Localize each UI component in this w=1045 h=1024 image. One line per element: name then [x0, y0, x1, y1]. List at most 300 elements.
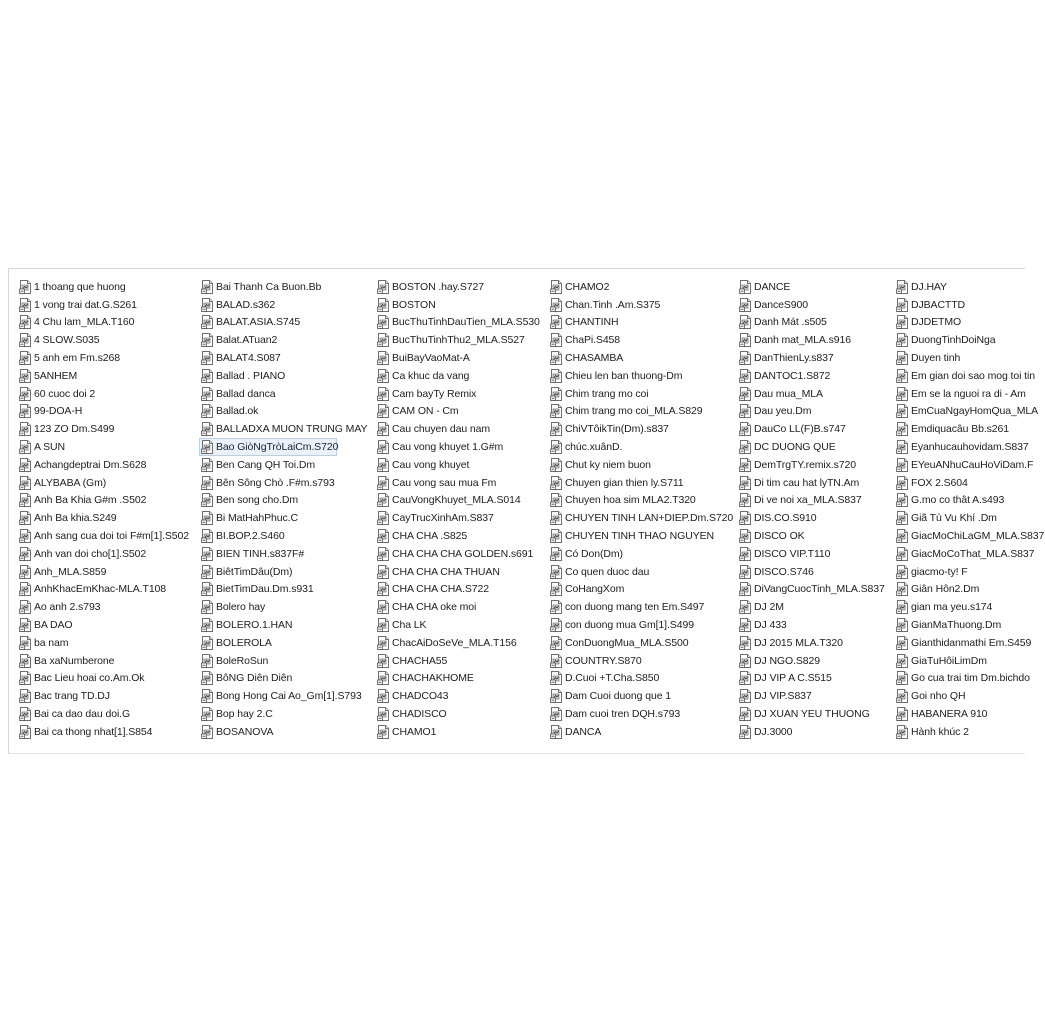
file-item[interactable]	[737, 723, 886, 741]
document-file-icon	[550, 725, 563, 739]
document-file-icon	[201, 440, 214, 454]
file-item[interactable]	[737, 349, 886, 367]
file-item[interactable]	[737, 296, 886, 314]
file-name-label: BOSTON .hay.S727	[392, 280, 484, 293]
file-name-label: CHAMO2	[565, 280, 610, 293]
document-file-icon	[739, 333, 752, 347]
file-item[interactable]	[199, 563, 368, 581]
file-name-label: Anh van doi cho[1].S502	[34, 547, 147, 560]
file-item[interactable]	[894, 670, 1045, 688]
file-name-label: gian ma yeu.s174	[911, 601, 993, 614]
document-file-icon	[896, 725, 909, 739]
file-name-label: chúc.xuânD.	[565, 441, 623, 454]
file-item[interactable]	[199, 581, 368, 599]
file-item[interactable]	[548, 634, 734, 652]
file-item[interactable]	[548, 385, 734, 403]
document-file-icon	[201, 493, 214, 507]
file-name-label: Dau mua_MLA	[754, 387, 823, 400]
file-name-label: DJ 2M	[754, 601, 784, 614]
document-file-icon	[201, 529, 214, 543]
file-item[interactable]	[375, 509, 541, 527]
file-item[interactable]	[375, 581, 541, 599]
document-file-icon	[896, 529, 909, 543]
file-name-label: CAM ON - Cm	[392, 405, 459, 418]
file-item[interactable]	[375, 563, 541, 581]
file-item[interactable]	[737, 492, 886, 510]
file-name-label: 4 SLOW.S035	[34, 334, 100, 347]
file-name-label: CHANTINH	[565, 316, 619, 329]
document-file-icon	[201, 315, 214, 329]
document-file-icon	[19, 671, 32, 685]
document-file-icon	[377, 493, 390, 507]
file-name-label: ConDuongMua_MLA.S500	[565, 636, 689, 649]
file-name-label: EmCuaNgayHomQua_MLA	[911, 405, 1039, 418]
file-name-label: Ballad . PIANO	[216, 369, 286, 382]
file-item[interactable]	[548, 527, 734, 545]
file-name-label: Bac Lieu hoai co.Am.Ok	[34, 672, 145, 685]
document-file-icon	[377, 369, 390, 383]
file-item[interactable]	[375, 687, 541, 705]
file-item[interactable]	[548, 545, 734, 563]
file-item[interactable]	[548, 278, 734, 296]
file-item[interactable]	[375, 456, 541, 474]
file-item[interactable]	[199, 545, 368, 563]
document-file-icon	[739, 440, 752, 454]
file-name-label: DJ 2015 MLA.T320	[754, 636, 843, 649]
file-name-label: Dam cuoi tren DQH.s793	[565, 708, 681, 721]
file-item[interactable]	[17, 652, 190, 670]
file-name-label: BA DAO	[34, 619, 73, 632]
file-item[interactable]	[894, 509, 1045, 527]
file-list-panel[interactable]	[8, 268, 1045, 754]
document-file-icon	[201, 404, 214, 418]
document-file-icon	[550, 280, 563, 294]
document-file-icon	[19, 369, 32, 383]
file-name-label: BOLEROLA	[216, 636, 272, 649]
file-name-label: Duyen tinh	[911, 352, 961, 365]
file-item[interactable]	[17, 581, 190, 599]
file-name-label: CHA CHA CHA THUAN	[392, 565, 500, 578]
file-item[interactable]	[737, 509, 886, 527]
file-item[interactable]	[199, 634, 368, 652]
file-name-label: ba nam	[34, 636, 69, 649]
file-item[interactable]	[894, 705, 1045, 723]
file-item[interactable]	[737, 438, 886, 456]
file-item[interactable]	[548, 367, 734, 385]
file-name-label: DiVangCuocTinh_MLA.S837	[754, 583, 885, 596]
file-name-label: Cau chuyen dau nam	[392, 423, 491, 436]
file-item[interactable]	[548, 652, 734, 670]
file-name-label: BOSANOVA	[216, 725, 274, 738]
document-file-icon	[739, 422, 752, 436]
file-item[interactable]	[548, 314, 734, 332]
file-item[interactable]	[894, 403, 1045, 421]
file-item[interactable]	[737, 705, 886, 723]
file-item[interactable]	[894, 367, 1045, 385]
file-item[interactable]	[548, 349, 734, 367]
document-file-icon	[19, 654, 32, 668]
document-file-icon	[739, 600, 752, 614]
file-item[interactable]	[548, 670, 734, 688]
file-item[interactable]	[737, 420, 886, 438]
file-item[interactable]	[737, 581, 886, 599]
file-name-label: CHADCO43	[392, 690, 449, 703]
document-file-icon	[896, 618, 909, 632]
file-item[interactable]	[737, 331, 886, 349]
file-item[interactable]	[17, 420, 190, 438]
file-item[interactable]	[548, 687, 734, 705]
file-item[interactable]	[548, 563, 734, 581]
file-item[interactable]	[17, 474, 190, 492]
file-item[interactable]	[199, 492, 368, 510]
document-file-icon	[739, 547, 752, 561]
file-item[interactable]	[375, 545, 541, 563]
file-item[interactable]	[737, 563, 886, 581]
file-item[interactable]	[17, 331, 190, 349]
file-item[interactable]	[894, 598, 1045, 616]
file-column-2	[199, 278, 368, 741]
file-item[interactable]	[894, 545, 1045, 563]
file-item[interactable]	[375, 385, 541, 403]
file-item[interactable]	[894, 296, 1045, 314]
file-item[interactable]	[894, 492, 1045, 510]
file-item[interactable]	[375, 492, 541, 510]
document-file-icon	[377, 547, 390, 561]
file-item[interactable]	[548, 492, 734, 510]
file-item[interactable]	[17, 456, 190, 474]
file-item[interactable]	[375, 420, 541, 438]
file-item[interactable]	[737, 403, 886, 421]
document-file-icon	[201, 565, 214, 579]
file-item[interactable]	[375, 705, 541, 723]
document-file-icon	[550, 671, 563, 685]
document-file-icon	[377, 511, 390, 525]
file-item[interactable]	[737, 385, 886, 403]
file-name-label: 5ANHEM	[34, 369, 78, 382]
file-item[interactable]	[737, 670, 886, 688]
file-item[interactable]	[548, 616, 734, 634]
document-file-icon	[19, 333, 32, 347]
file-item[interactable]	[375, 634, 541, 652]
file-item[interactable]	[17, 403, 190, 421]
file-item[interactable]	[17, 438, 190, 456]
file-item[interactable]	[737, 545, 886, 563]
file-name-label: BucThuTinhThu2_MLA.S527	[392, 334, 525, 347]
file-name-label: CHA CHA CHA.S722	[392, 583, 490, 596]
file-item[interactable]	[548, 296, 734, 314]
file-item[interactable]	[17, 687, 190, 705]
document-file-icon	[377, 476, 390, 490]
document-file-icon	[550, 369, 563, 383]
document-file-icon	[19, 476, 32, 490]
document-file-icon	[739, 351, 752, 365]
file-item[interactable]	[17, 509, 190, 527]
document-file-icon	[377, 529, 390, 543]
file-item[interactable]	[894, 420, 1045, 438]
file-item[interactable]	[199, 314, 368, 332]
document-file-icon	[201, 707, 214, 721]
file-item[interactable]	[894, 278, 1045, 296]
file-item[interactable]	[17, 278, 190, 296]
file-name-label: CHA CHA oke moi	[392, 601, 477, 614]
document-file-icon	[896, 476, 909, 490]
file-name-label: Achangdeptrai Dm.S628	[34, 458, 147, 471]
file-name-label: CHADISCO	[392, 708, 447, 721]
file-name-label: Di tim cau hat lyTN.Am	[754, 476, 860, 489]
file-item[interactable]	[375, 670, 541, 688]
file-name-label: BuiBayVaoMat-A	[392, 352, 470, 365]
file-item[interactable]	[737, 527, 886, 545]
file-name-label: Bac trang TD.DJ	[34, 690, 110, 703]
file-item[interactable]	[199, 349, 368, 367]
file-name-label: D.Cuoi +T.Cha.S850	[565, 672, 660, 685]
file-name-label: Có Don(Dm)	[565, 547, 623, 560]
file-name-label: Cha LK	[392, 619, 427, 632]
file-item[interactable]	[375, 367, 541, 385]
file-name-label: Ballad danca	[216, 387, 276, 400]
file-name-label: CHAMO1	[392, 725, 437, 738]
file-item[interactable]	[199, 598, 368, 616]
file-name-label: Bai ca dao dau doi.G	[34, 708, 131, 721]
file-item[interactable]	[375, 652, 541, 670]
file-name-label: DISCO VIP.T110	[754, 547, 831, 560]
file-item[interactable]	[199, 670, 368, 688]
document-file-icon	[896, 582, 909, 596]
file-item[interactable]	[199, 296, 368, 314]
file-item[interactable]	[199, 616, 368, 634]
file-item[interactable]	[17, 527, 190, 545]
document-file-icon	[377, 333, 390, 347]
file-item[interactable]	[737, 456, 886, 474]
file-item[interactable]	[199, 705, 368, 723]
file-item[interactable]	[894, 331, 1045, 349]
file-item[interactable]	[199, 331, 368, 349]
file-name-label: DANCE	[754, 280, 791, 293]
document-file-icon	[896, 654, 909, 668]
file-item[interactable]	[894, 438, 1045, 456]
file-name-label: BALLADXA MUON TRUNG MAY	[216, 423, 368, 436]
document-file-icon	[19, 582, 32, 596]
file-item[interactable]	[375, 474, 541, 492]
file-name-label: CHACHA55	[392, 654, 448, 667]
document-file-icon	[739, 369, 752, 383]
file-item[interactable]	[375, 598, 541, 616]
file-item[interactable]	[737, 687, 886, 705]
document-file-icon	[377, 440, 390, 454]
file-name-label: CHUYEN TINH THAO NGUYEN	[565, 530, 714, 543]
file-item[interactable]	[17, 367, 190, 385]
file-item[interactable]	[199, 367, 368, 385]
file-item[interactable]	[17, 723, 190, 741]
file-item[interactable]	[737, 314, 886, 332]
file-item[interactable]	[737, 278, 886, 296]
file-name-label: DC DUONG QUE	[754, 441, 836, 454]
document-file-icon	[19, 351, 32, 365]
file-item[interactable]	[199, 509, 368, 527]
file-item[interactable]	[548, 723, 734, 741]
file-item[interactable]	[894, 527, 1045, 545]
document-file-icon	[739, 458, 752, 472]
file-item[interactable]	[17, 634, 190, 652]
file-name-label: CHA CHA CHA GOLDEN.s691	[392, 547, 534, 560]
file-item[interactable]	[199, 474, 368, 492]
file-item[interactable]	[17, 598, 190, 616]
file-item[interactable]	[375, 403, 541, 421]
file-item[interactable]	[375, 438, 541, 456]
document-file-icon	[19, 565, 32, 579]
file-item[interactable]	[894, 652, 1045, 670]
file-name-label: ChacAiDoSeVe_MLA.T156	[392, 636, 517, 649]
file-item[interactable]	[375, 296, 541, 314]
file-item[interactable]	[17, 492, 190, 510]
document-file-icon	[896, 689, 909, 703]
document-file-icon	[19, 493, 32, 507]
file-item[interactable]	[548, 705, 734, 723]
file-name-label: BIEN TINH.s837F#	[216, 547, 305, 560]
file-item[interactable]	[548, 438, 734, 456]
file-item[interactable]	[894, 616, 1045, 634]
file-item[interactable]	[17, 563, 190, 581]
file-name-label: A SUN	[34, 441, 66, 454]
file-name-label: ChiVTôikTin(Dm).s837	[565, 423, 669, 436]
file-item[interactable]	[199, 456, 368, 474]
file-name-label: Eyanhucauhovidam.S837	[911, 441, 1029, 454]
file-name-label: Chieu len ban thuong-Dm	[565, 369, 683, 382]
file-item[interactable]	[17, 705, 190, 723]
document-file-icon	[19, 298, 32, 312]
file-name-label: GiacMoCoThat_MLA.S837	[911, 547, 1035, 560]
document-file-icon	[201, 725, 214, 739]
document-file-icon	[550, 440, 563, 454]
document-file-icon	[377, 298, 390, 312]
file-item[interactable]	[894, 723, 1045, 741]
file-item[interactable]	[17, 296, 190, 314]
file-item[interactable]	[894, 314, 1045, 332]
file-item[interactable]	[894, 687, 1045, 705]
file-item[interactable]	[17, 545, 190, 563]
document-file-icon	[739, 689, 752, 703]
file-item[interactable]	[548, 509, 734, 527]
file-name-label: DJBACTTD	[911, 298, 966, 311]
file-name-label: BôNG Diên Diên	[216, 672, 293, 685]
file-name-label: Bai Thanh Ca Buon.Bb	[216, 280, 322, 293]
file-item[interactable]	[199, 652, 368, 670]
file-item[interactable]	[737, 367, 886, 385]
file-name-label: Ao anh 2.s793	[34, 601, 101, 614]
document-file-icon	[550, 707, 563, 721]
file-name-label: BALAD.s362	[216, 298, 276, 311]
file-item[interactable]	[375, 314, 541, 332]
document-file-icon	[550, 493, 563, 507]
file-name-label: DJ NGO.S829	[754, 654, 821, 667]
file-item[interactable]	[548, 403, 734, 421]
document-file-icon	[739, 565, 752, 579]
file-item[interactable]	[375, 527, 541, 545]
document-file-icon	[19, 618, 32, 632]
file-item[interactable]	[737, 652, 886, 670]
file-name-label: Ca khuc da vang	[392, 369, 470, 382]
file-item[interactable]	[375, 616, 541, 634]
file-name-label: Chim trang mo coi	[565, 387, 649, 400]
file-name-label: DauCo LL(F)B.s747	[754, 423, 846, 436]
file-item[interactable]	[199, 723, 368, 741]
file-item[interactable]	[894, 563, 1045, 581]
file-name-label: Goi nho QH	[911, 690, 966, 703]
file-item[interactable]	[375, 723, 541, 741]
file-item[interactable]	[894, 474, 1045, 492]
file-column-3	[375, 278, 541, 741]
file-item[interactable]	[548, 420, 734, 438]
document-file-icon	[739, 387, 752, 401]
document-file-icon	[896, 440, 909, 454]
file-item[interactable]	[737, 634, 886, 652]
file-item[interactable]	[894, 385, 1045, 403]
file-item[interactable]	[548, 456, 734, 474]
file-name-label: HABANERA 910	[911, 708, 988, 721]
document-file-icon	[19, 725, 32, 739]
file-item[interactable]	[199, 420, 368, 438]
file-name-label: Hành khúc 2	[911, 725, 969, 738]
file-item[interactable]	[737, 474, 886, 492]
file-item[interactable]	[17, 385, 190, 403]
file-name-label: Anh Ba Khia G#m .S502	[34, 494, 147, 507]
document-file-icon	[550, 529, 563, 543]
file-column-4	[548, 278, 734, 741]
document-file-icon	[896, 458, 909, 472]
document-file-icon	[201, 280, 214, 294]
file-name-label: DJ VIP.S837	[754, 690, 812, 703]
file-item[interactable]	[894, 581, 1045, 599]
file-item[interactable]	[375, 331, 541, 349]
file-item[interactable]	[737, 598, 886, 616]
file-item[interactable]	[548, 598, 734, 616]
document-file-icon	[377, 600, 390, 614]
file-item[interactable]	[17, 349, 190, 367]
file-name-label: 99-DOA-H	[34, 405, 83, 418]
document-file-icon	[377, 315, 390, 329]
file-item[interactable]	[17, 314, 190, 332]
file-name-label: Bi MatHahPhuc.C	[216, 512, 298, 525]
document-file-icon	[377, 725, 390, 739]
file-item[interactable]	[17, 670, 190, 688]
file-item[interactable]	[375, 278, 541, 296]
file-item[interactable]	[737, 616, 886, 634]
file-item[interactable]	[548, 331, 734, 349]
document-file-icon	[377, 582, 390, 596]
document-file-icon	[550, 404, 563, 418]
document-file-icon	[19, 689, 32, 703]
file-name-label: Emdiquacâu Bb.s261	[911, 423, 1010, 436]
file-item[interactable]	[375, 349, 541, 367]
file-item[interactable]	[17, 616, 190, 634]
document-file-icon	[739, 618, 752, 632]
document-file-icon	[550, 476, 563, 490]
file-item[interactable]	[894, 456, 1045, 474]
file-item[interactable]	[199, 385, 368, 403]
file-item[interactable]	[199, 403, 368, 421]
file-item[interactable]	[199, 687, 368, 705]
file-name-label: DanThienLy.s837	[754, 352, 834, 365]
file-name-label: 4 Chu lam_MLA.T160	[34, 316, 135, 329]
file-name-label: COUNTRY.S870	[565, 654, 642, 667]
file-item[interactable]	[199, 278, 368, 296]
file-item[interactable]	[548, 474, 734, 492]
file-item[interactable]	[199, 438, 337, 456]
file-item[interactable]	[894, 634, 1045, 652]
file-item[interactable]	[199, 527, 368, 545]
file-item[interactable]	[894, 349, 1045, 367]
file-item[interactable]	[548, 581, 734, 599]
